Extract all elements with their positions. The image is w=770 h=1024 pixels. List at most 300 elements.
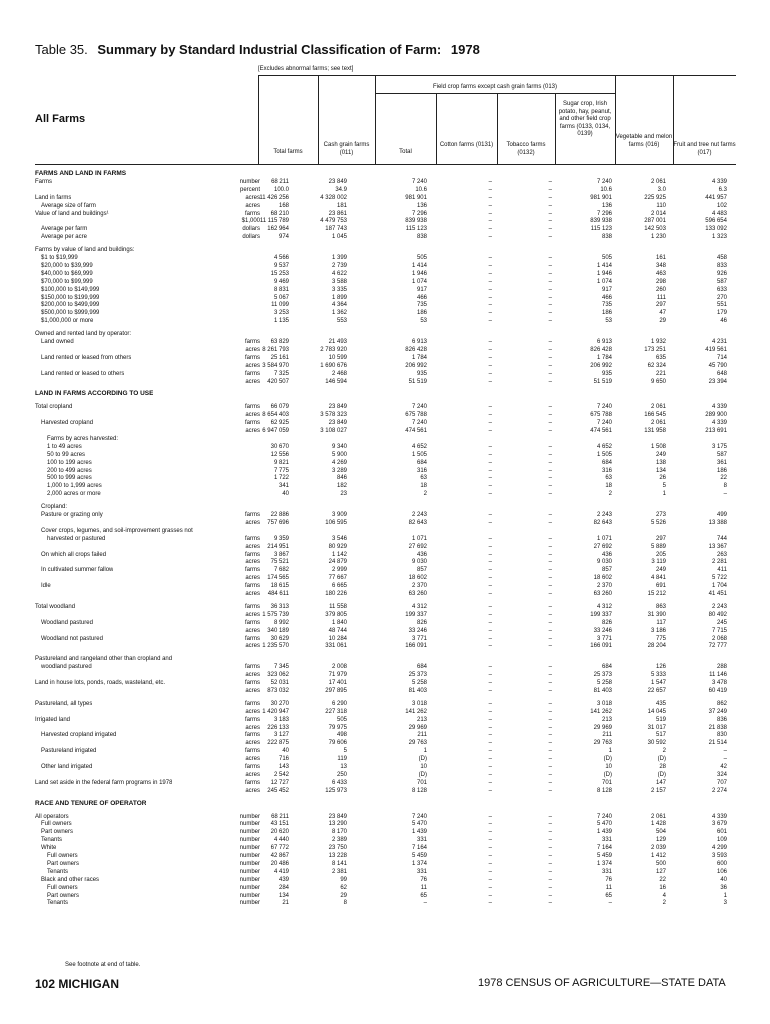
- row-label: Average per acre: [41, 234, 87, 241]
- cell-value: –: [548, 700, 552, 707]
- cell-value: 2 014: [650, 210, 666, 217]
- cell-value: 225 925: [644, 194, 666, 201]
- cell-value: 2 370: [596, 583, 612, 590]
- cell-value: 484 611: [267, 591, 289, 597]
- row-unit: acres: [245, 627, 260, 634]
- cell-value: 5 900: [331, 451, 347, 458]
- cell-value: 1 071: [411, 535, 427, 542]
- cell-value: 935: [601, 370, 612, 377]
- cell-value: 206 992: [590, 362, 612, 369]
- cell-value: 7 240: [411, 813, 427, 820]
- row-unit: number: [239, 876, 260, 883]
- cell-value: 40: [282, 491, 289, 498]
- row-unit: acres: [245, 687, 260, 694]
- cell-value: 63 829: [270, 339, 289, 345]
- cell-value: 10 599: [328, 354, 347, 361]
- cell-value: 71 979: [328, 672, 347, 679]
- row-unit: acres: [245, 346, 260, 353]
- cell-value: 23 750: [328, 845, 347, 852]
- cell-value: 68 211: [271, 813, 289, 820]
- cell-value: 51 519: [593, 378, 612, 385]
- cell-value: 3 771: [596, 635, 612, 642]
- group-heading: Field crop farms except cash grain farms (013): [432, 84, 558, 90]
- cell-value: 29 763: [408, 740, 427, 747]
- cell-value: –: [548, 672, 552, 679]
- section-title: All Farms: [35, 113, 86, 125]
- row-unit: farms: [245, 535, 260, 542]
- cell-value: –: [488, 845, 492, 852]
- row-label: LAND IN FARMS ACCORDING TO USE: [35, 390, 154, 398]
- row-unit: farms: [245, 339, 260, 345]
- cell-value: 7 240: [596, 178, 612, 185]
- cell-value: 134: [278, 892, 289, 899]
- cell-value: 23 849: [328, 420, 347, 427]
- cell-value: 143: [278, 764, 289, 770]
- row-label: FARMS AND LAND IN FARMS: [35, 170, 127, 177]
- cell-value: –: [548, 764, 552, 770]
- row-label: Total cropland: [35, 404, 73, 411]
- cell-value: –: [548, 475, 552, 482]
- cell-value: 23 394: [708, 378, 727, 385]
- cell-value: 1 074: [411, 278, 427, 285]
- cell-value: 1 784: [596, 354, 612, 361]
- cell-value: 316: [416, 467, 427, 474]
- row-label: Cover crops, legumes, and soil-improvement grasses not: [41, 527, 193, 534]
- row-label: $70,000 to $99,999: [41, 278, 93, 285]
- cell-value: –: [548, 583, 552, 590]
- cell-value: 836: [716, 716, 727, 723]
- cell-value: 3 584 970: [262, 362, 289, 369]
- cell-value: 211: [417, 732, 427, 739]
- row-unit: acres: [245, 202, 260, 209]
- cell-value: 466: [416, 294, 427, 301]
- table-row: [0, 663, 770, 671]
- cell-value: 348: [655, 262, 666, 269]
- section-heading-row: [0, 390, 770, 398]
- cell-value: –: [548, 404, 552, 411]
- cell-value: 3 253: [273, 310, 289, 317]
- cell-value: 9 340: [331, 443, 347, 450]
- row-unit: farms: [245, 700, 260, 707]
- cell-value: 7 240: [411, 404, 427, 411]
- cell-value: 1 412: [650, 853, 666, 859]
- cell-value: 8 128: [411, 787, 427, 794]
- cell-value: 2 739: [331, 262, 347, 269]
- cell-value: 76: [420, 876, 427, 883]
- cell-value: –: [488, 467, 492, 474]
- cell-value: 297: [655, 302, 666, 309]
- cell-value: 435: [655, 700, 666, 707]
- table-row: [0, 635, 770, 643]
- table-row: [0, 467, 770, 475]
- cell-value: 297 895: [325, 687, 347, 694]
- cell-value: 5 459: [596, 853, 612, 859]
- cell-value: –: [488, 900, 492, 907]
- cell-value: 12 556: [270, 451, 289, 458]
- cell-value: 80 492: [708, 611, 727, 618]
- cell-value: –: [488, 535, 492, 542]
- cell-value: –: [548, 787, 552, 794]
- cell-value: 1 362: [331, 310, 347, 317]
- cell-value: –: [548, 378, 552, 385]
- cell-value: 8 128: [596, 787, 612, 794]
- table-row: [0, 217, 770, 225]
- cell-value: 249: [655, 451, 666, 458]
- cell-value: 9 469: [273, 278, 289, 285]
- cell-value: 701: [601, 779, 612, 786]
- cell-value: 2 243: [711, 603, 727, 610]
- cell-value: 146 594: [325, 378, 347, 385]
- row-label: Pastureland and rangeland other than cropland and: [35, 656, 173, 663]
- cell-value: 5 258: [411, 680, 427, 686]
- cell-value: 7 715: [711, 627, 727, 634]
- table-row: [0, 474, 770, 482]
- footer-page-state: 102 MICHIGAN: [35, 977, 120, 991]
- cell-value: –: [488, 270, 492, 277]
- row-label: RACE AND TENURE OF OPERATOR: [35, 799, 147, 807]
- cell-value: 186: [416, 310, 427, 317]
- cell-value: 635: [655, 354, 666, 361]
- row-label: White: [41, 845, 57, 852]
- cell-value: 65: [605, 892, 612, 899]
- cell-value: 11 558: [329, 603, 347, 610]
- cell-value: 25 161: [270, 354, 289, 361]
- cell-value: 21 838: [708, 724, 727, 731]
- cell-value: –: [548, 294, 552, 301]
- row-label: Full owners: [41, 821, 72, 828]
- row-unit: percent: [239, 186, 260, 193]
- cell-value: 1: [608, 748, 612, 755]
- cell-value: 179: [716, 310, 727, 317]
- cell-value: 1 414: [411, 262, 427, 269]
- cell-value: 331: [601, 868, 612, 875]
- cell-value: –: [488, 202, 492, 209]
- cell-value: 11 426 256: [259, 194, 289, 201]
- cell-value: 6 290: [331, 700, 347, 707]
- cell-value: 245 452: [267, 787, 289, 794]
- cell-value: 331: [601, 837, 612, 844]
- cell-value: 162 964: [267, 226, 289, 233]
- row-unit: acres: [245, 643, 260, 650]
- cell-value: 519: [655, 716, 666, 723]
- table-row: [0, 551, 770, 559]
- cell-value: –: [548, 611, 552, 618]
- cell-value: 4 841: [650, 575, 666, 582]
- row-label: Land rented or leased from others: [41, 354, 132, 361]
- row-unit: farms: [245, 583, 260, 590]
- cell-value: 436: [416, 551, 427, 558]
- cell-value: 463: [655, 270, 666, 277]
- cell-value: 1 784: [411, 354, 427, 361]
- cell-value: –: [548, 362, 552, 369]
- cell-value: –: [488, 310, 492, 317]
- cell-value: 826 428: [590, 346, 612, 353]
- cell-value: 41 451: [708, 591, 727, 597]
- cell-value: 675 788: [590, 412, 612, 419]
- cell-value: –: [488, 302, 492, 309]
- cell-value: 4 440: [273, 837, 289, 844]
- cell-value: 862: [716, 700, 727, 707]
- cell-value: 23: [340, 491, 347, 498]
- cell-value: 37 249: [708, 708, 727, 715]
- cell-value: 119: [337, 756, 347, 763]
- cell-value: 166 091: [405, 643, 427, 650]
- table-row: [0, 519, 770, 527]
- cell-value: 222 875: [267, 740, 289, 747]
- cell-value: 26: [659, 475, 666, 482]
- cell-value: 82 643: [593, 519, 612, 526]
- table-row: [0, 771, 770, 779]
- cell-value: 133 092: [705, 226, 727, 233]
- cell-value: 324: [716, 771, 727, 778]
- row-unit: number: [239, 178, 260, 185]
- cell-value: –: [488, 451, 492, 458]
- cell-value: 7 240: [411, 420, 427, 427]
- cell-value: –: [488, 234, 492, 241]
- row-unit: acres: [245, 787, 260, 794]
- cell-value: –: [488, 892, 492, 899]
- table-row: [0, 503, 770, 511]
- cell-value: –: [488, 771, 492, 778]
- cell-value: 20 486: [270, 860, 289, 867]
- cell-value: 43 151: [270, 821, 289, 828]
- cell-value: –: [548, 892, 552, 899]
- cell-value: 284: [278, 884, 289, 891]
- row-label: Farms by value of land and buildings:: [35, 247, 135, 254]
- cell-value: 4: [662, 892, 666, 899]
- table-row: [0, 178, 770, 186]
- cell-value: 2 542: [273, 771, 289, 778]
- cell-value: 62 324: [647, 362, 666, 369]
- cell-value: –: [548, 186, 552, 193]
- cell-value: 33 246: [593, 627, 612, 634]
- cell-value: –: [548, 680, 552, 686]
- cell-value: 3 119: [651, 559, 666, 566]
- cell-value: –: [488, 779, 492, 786]
- table-row: [0, 459, 770, 467]
- cell-value: 52 031: [270, 680, 289, 686]
- cell-value: 174 565: [267, 575, 289, 582]
- cell-value: –: [488, 370, 492, 377]
- cell-value: 1 704: [711, 583, 727, 590]
- cell-value: 180 226: [325, 591, 347, 597]
- cell-value: 1 399: [331, 255, 347, 261]
- cell-value: 141 262: [590, 708, 612, 715]
- cell-value: 419 561: [705, 346, 727, 353]
- row-unit: acres: [245, 543, 260, 550]
- cell-value: 2 999: [331, 567, 347, 574]
- cell-value: –: [548, 567, 552, 574]
- row-label: 2,000 acres or more: [47, 491, 101, 498]
- cell-value: (D): [657, 771, 666, 778]
- cell-value: 3 175: [711, 443, 727, 450]
- cell-value: 9 030: [411, 559, 427, 566]
- table-row: [0, 876, 770, 884]
- cell-value: 9 821: [273, 459, 289, 466]
- cell-value: 2 389: [331, 837, 347, 844]
- cell-value: –: [488, 404, 492, 411]
- cell-value: 5 258: [596, 680, 612, 686]
- cell-value: 1 505: [596, 451, 612, 458]
- column-header: Tobacco farms (0132): [506, 142, 546, 156]
- table-row: [0, 574, 770, 582]
- cell-value: 3 478: [711, 680, 727, 686]
- cell-value: 2 061: [650, 404, 666, 411]
- cell-value: 12 727: [270, 779, 289, 786]
- column-header: Total farms: [273, 149, 303, 155]
- cell-value: –: [488, 491, 492, 498]
- cell-value: 7 296: [596, 210, 612, 217]
- row-label: Cropland:: [41, 504, 68, 511]
- cell-value: 3 127: [273, 732, 289, 739]
- cell-value: 250: [336, 771, 347, 778]
- cell-value: –: [548, 829, 552, 836]
- row-unit: farms: [245, 404, 260, 411]
- cell-value: –: [548, 603, 552, 610]
- table-row: [0, 892, 770, 900]
- cell-value: 213: [416, 716, 427, 723]
- cell-value: –: [488, 443, 492, 450]
- cell-value: 981 901: [590, 194, 612, 201]
- row-unit: acres: [245, 724, 260, 731]
- cell-value: 6 665: [331, 583, 347, 590]
- table-row: [0, 611, 770, 619]
- cell-value: 505: [601, 255, 612, 261]
- cell-value: –: [548, 202, 552, 209]
- table-row: [0, 482, 770, 490]
- cell-value: 5 333: [650, 672, 666, 679]
- cell-value: 68 211: [271, 178, 289, 185]
- row-label: Pasture or grazing only: [41, 512, 103, 518]
- cell-value: –: [548, 771, 552, 778]
- row-label: Average per farm: [41, 226, 88, 233]
- cell-value: 53: [420, 318, 427, 325]
- cell-value: 213 691: [705, 428, 727, 434]
- cell-value: 11: [605, 884, 612, 891]
- table-year: 1978: [450, 42, 480, 57]
- cell-value: 316: [601, 467, 612, 474]
- cell-value: 4 419: [273, 868, 289, 875]
- cell-value: 4 231: [711, 339, 727, 345]
- cell-value: 4 339: [711, 813, 727, 820]
- cell-value: –: [548, 512, 552, 518]
- cell-value: 3 679: [711, 821, 727, 828]
- cell-value: 9 537: [273, 262, 289, 269]
- table-row: [0, 671, 770, 679]
- cell-value: 166 091: [590, 643, 612, 650]
- cell-value: 5 067: [273, 294, 289, 301]
- cell-value: 436: [601, 551, 612, 558]
- cell-value: 707: [716, 779, 727, 786]
- cell-value: –: [488, 876, 492, 883]
- cell-value: 25 373: [593, 672, 612, 679]
- cell-value: 838: [601, 234, 612, 241]
- footnote: See footnote at end of table.: [65, 962, 141, 968]
- cell-value: 4 339: [711, 420, 727, 427]
- cell-value: –: [548, 339, 552, 345]
- cell-value: 273: [655, 512, 666, 518]
- cell-value: 136: [416, 202, 427, 209]
- row-label: Land in house lots, ponds, roads, wasteland, etc.: [35, 680, 166, 686]
- table-row: [0, 419, 770, 427]
- cell-value: 4 339: [711, 178, 727, 185]
- cell-value: 2 061: [650, 178, 666, 185]
- cell-value: –: [488, 821, 492, 828]
- cell-value: 173 251: [644, 346, 666, 353]
- row-label: Land set aside in the federal farm programs in 1978: [35, 779, 173, 786]
- cell-value: 9 030: [596, 559, 612, 566]
- row-unit: farms: [245, 635, 260, 642]
- cell-value: –: [548, 302, 552, 309]
- cell-value: 187 743: [325, 226, 347, 233]
- cell-value: (D): [603, 771, 612, 778]
- cell-value: 68 210: [270, 210, 289, 217]
- cell-value: 716: [278, 756, 289, 763]
- cell-value: 3 588: [331, 278, 347, 285]
- table-row: [0, 451, 770, 459]
- row-unit: acres: [245, 378, 260, 385]
- cell-value: 110: [656, 202, 666, 209]
- table-row: [0, 543, 770, 551]
- cell-value: 441 957: [705, 194, 727, 201]
- cell-value: 10: [420, 764, 427, 770]
- cell-value: 23 849: [328, 404, 347, 411]
- table-row: [0, 254, 770, 262]
- cell-value: –: [488, 680, 492, 686]
- cell-value: –: [548, 210, 552, 217]
- cell-value: (D): [603, 756, 612, 763]
- cell-value: –: [548, 643, 552, 650]
- table-row: [0, 202, 770, 210]
- cell-value: 76: [605, 876, 612, 883]
- cell-value: 5 526: [650, 519, 666, 526]
- cell-value: 199 337: [405, 611, 427, 618]
- cell-value: 596 654: [705, 218, 727, 225]
- cell-value: 30 270: [270, 700, 289, 707]
- table-row: [0, 511, 770, 519]
- cell-value: 775: [655, 635, 666, 642]
- table-row: [0, 317, 770, 325]
- cell-value: –: [548, 664, 552, 671]
- cell-value: 29 969: [408, 724, 427, 731]
- cell-value: 7 240: [596, 420, 612, 427]
- cell-value: –: [548, 860, 552, 867]
- cell-value: 1 722: [273, 475, 289, 482]
- row-label: $200,000 to $499,999: [41, 302, 100, 309]
- cell-value: –: [548, 724, 552, 731]
- cell-value: –: [548, 178, 552, 185]
- table-row: [0, 435, 770, 443]
- cell-value: –: [488, 756, 492, 763]
- cell-value: 141 262: [405, 708, 427, 715]
- table-row: [0, 210, 770, 218]
- cell-value: 7 240: [596, 404, 612, 411]
- cell-value: –: [548, 451, 552, 458]
- cell-value: –: [548, 837, 552, 844]
- cell-value: 147: [655, 779, 666, 786]
- row-label: 500 to 999 acres: [47, 475, 92, 482]
- cell-value: 28: [659, 764, 666, 770]
- cell-value: 106 595: [325, 519, 347, 526]
- cell-value: –: [548, 708, 552, 715]
- row-unit: farms: [245, 370, 260, 377]
- cell-value: –: [548, 716, 552, 723]
- cell-value: 79 975: [328, 724, 347, 731]
- cell-value: 675 788: [405, 412, 427, 419]
- cell-value: 926: [716, 270, 727, 277]
- cell-value: 1 508: [650, 443, 666, 450]
- cell-value: –: [488, 210, 492, 217]
